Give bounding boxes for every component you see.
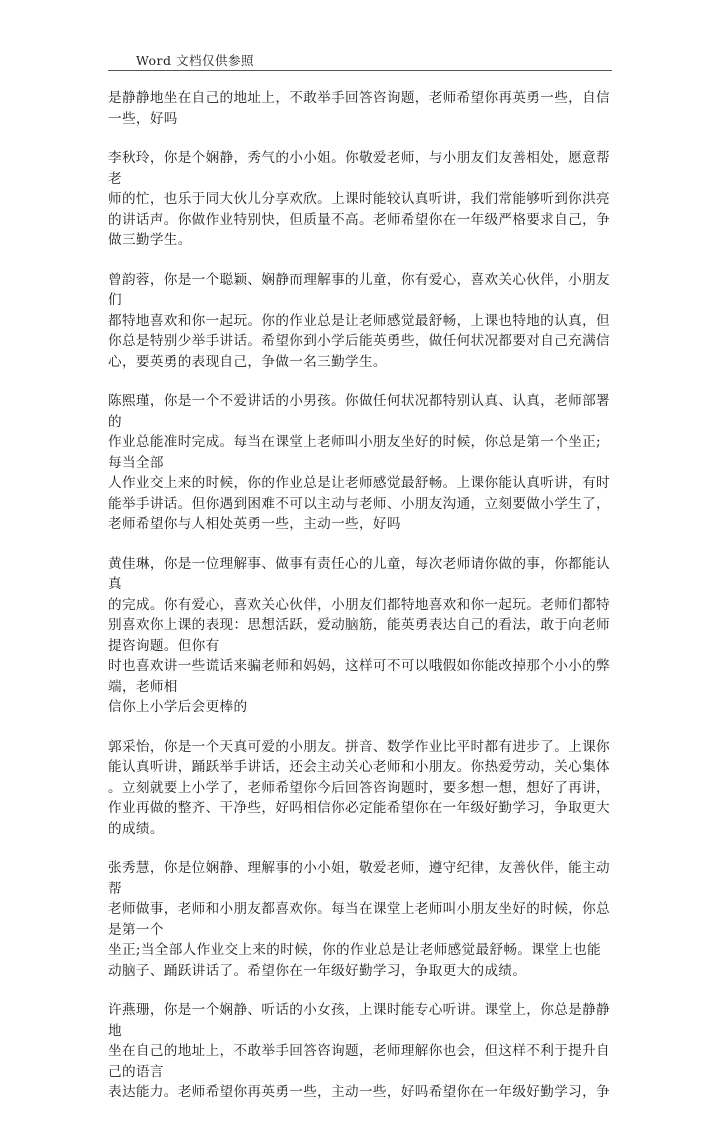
text-line: 坐正;当全部人作业交上来的时候，你的作业总是让老师感觉最舒畅。课堂上也能 — [108, 942, 601, 958]
text-line: 做三勤学生。 — [108, 232, 192, 248]
document-body — [108, 88, 608, 1122]
text-line: 黄佳琳，你是一位理解事、做事有责任心的儿童，每次老师请你做的事，你都能认 — [108, 555, 610, 572]
text-line: 你总是特别少举手讲话。希望你到小学后能英勇些，做任何状况都要对自己充满信 — [108, 333, 610, 349]
text-line: 人作业交上来的时候，你的作业总是让老师感觉最舒畅。上课你能认真听讲，有时 — [108, 475, 610, 491]
text-line: 老 — [108, 170, 122, 187]
text-line: 们 — [108, 292, 122, 308]
text-line: 每当全部 — [108, 454, 164, 471]
text-line: 老师做事，老师和小朋友都喜欢你。每当在课堂上老师叫小朋友坐好的时候，你总 — [108, 901, 610, 917]
text-line: 地 — [108, 1022, 122, 1039]
text-line: 别喜欢你上课的表现：思想活跃，爱动脑筋，能英勇表达自己的看法，敢于向老师 — [108, 617, 610, 633]
text-line: 是静静地坐在自己的地址上，不敢举手回答咨询题，老师希望你再英勇一些，自信 — [108, 90, 610, 106]
text-line: 都特地喜欢和你一起玩。你的作业总是让老师感觉最舒畅，上课也特地的认真，但 — [108, 312, 610, 329]
text-line: 作业再做的整齐、干净些，好吗相信你必定能希望你在一年级好勤学习，争取更大 — [108, 800, 610, 816]
page-header — [108, 54, 612, 71]
paragraph — [108, 737, 608, 840]
text-line: 坐在自己的地址上，不敢举手回答咨询题，老师理解你也会，但这样不利于提升自 — [108, 1043, 610, 1059]
text-line: 能举手讲话。但你遇到困难不可以主动与老师、小朋友沟通，立刻要做小学生了， — [108, 495, 610, 512]
text-line: 许燕珊，你是一个娴静、听话的小女孩，上课时能专心听讲。课堂上，你总是静静 — [108, 1002, 610, 1018]
text-line: 能认真听讲，踊跃举手讲话，还会主动关心老师和小朋友。你热爱劳动，关心集体 — [108, 759, 610, 775]
text-line: 的完成。你有爱心，喜欢关心伙伴，小朋友们都特地喜欢和你一起玩。老师们都特 — [108, 596, 610, 613]
text-line: 一些，好吗 — [108, 110, 178, 127]
text-line: 端，老师相 — [108, 678, 178, 695]
text-line: 提咨询题。但你有 — [108, 637, 220, 654]
text-line: 己的语言 — [108, 1063, 164, 1080]
text-line: 时也喜欢讲一些谎话来骗老师和妈妈，这样可不可以哦假如你能改掉那个小小的弊 — [108, 658, 610, 674]
text-line: 心，要英勇的表现自己，争做一名三勤学生。 — [108, 353, 387, 370]
text-line: 李秋玲，你是个娴静，秀气的小小姐。你敬爱老师，与小朋友们友善相处，愿意帮 — [108, 150, 610, 166]
text-line: 信你上小学后会更棒的 — [108, 699, 248, 715]
text-line: 表达能力。老师希望你再英勇一些，主动一些，好吗希望你在一年级好勤学习，争 — [108, 1084, 610, 1100]
text-line: 的 — [108, 413, 122, 430]
text-line: 曾韵蓉，你是一个聪颖、娴静而理解事的儿童，你有爱心，喜欢关心伙伴，小朋友 — [108, 271, 610, 288]
text-line: 张秀慧，你是位娴静、理解事的小小姐，敬爱老师，遵守纪律，友善伙伴，能主动 — [108, 860, 610, 876]
text-line: 陈熙瑾，你是一个不爱讲话的小男孩。你做任何状况都特别认真、认真，老师部署 — [108, 393, 610, 409]
paragraph — [108, 554, 608, 718]
text-line: 真 — [108, 576, 122, 592]
paragraph — [108, 391, 608, 535]
paragraph — [108, 858, 608, 981]
text-line: 。立刻就要上小学了，老师希望你今后回答咨询题时，要多想一想，想好了再讲， — [108, 779, 610, 796]
header-text: Word 文档仅供参照 — [136, 53, 254, 68]
paragraph — [108, 1000, 608, 1103]
text-line: 作业总能准时完成。每当在课堂上老师叫小朋友坐好的时候，你总是第一个坐正; — [108, 434, 601, 450]
paragraph — [108, 270, 608, 373]
text-line: 是第一个 — [108, 921, 164, 938]
paragraph — [108, 88, 608, 129]
text-line: 的讲话声。你做作业特别快，但质量不高。老师希望你在一年级严格要求自己，争 — [108, 211, 610, 228]
text-line: 郭采怡，你是一个天真可爱的小朋友。拼音、数学作业比平时都有进步了。上课你 — [108, 738, 610, 755]
text-line: 老师希望你与人相处英勇一些，主动一些，好吗 — [108, 516, 401, 532]
paragraph — [108, 148, 608, 251]
text-line: 师的忙，也乐于同大伙儿分享欢欣。上课时能较认真听讲，我们常能够听到你洪亮 — [108, 191, 610, 207]
text-line: 的成绩。 — [108, 820, 164, 837]
text-line: 帮 — [108, 880, 122, 897]
text-line: 动脑子、踊跃讲话了。希望你在一年级好勤学习，争取更大的成绩。 — [108, 962, 527, 979]
